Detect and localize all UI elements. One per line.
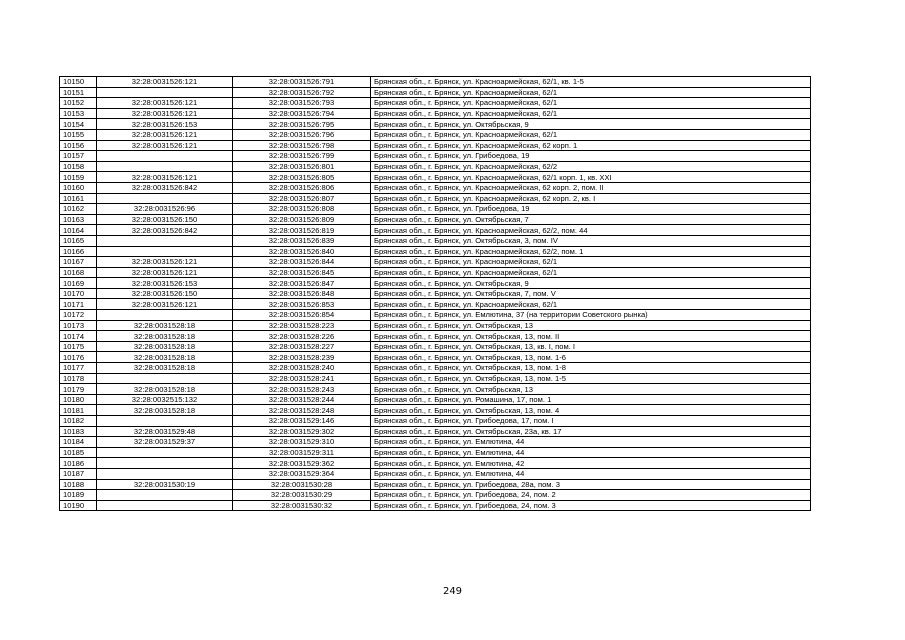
address-cell: Брянская обл., г. Брянск, ул. Красноармейская, 62/1 <box>371 108 811 119</box>
cadastral-number-cell: 32:28:0031529:362 <box>233 458 371 469</box>
parent-cadastral-number-cell <box>97 468 233 479</box>
parent-cadastral-number-cell <box>97 246 233 257</box>
table-row <box>60 98 811 109</box>
cadastral-number-cell: 32:28:0031526:793 <box>233 98 371 109</box>
table-row <box>60 416 811 427</box>
parent-cadastral-number-cell: 32:28:0031528:18 <box>97 331 233 342</box>
cadastral-number-cell: 32:28:0031526:801 <box>233 161 371 172</box>
row-number-cell: 10161 <box>60 193 97 204</box>
parent-cadastral-number-cell: 32:28:0031528:18 <box>97 320 233 331</box>
table-row <box>60 204 811 215</box>
parent-cadastral-number-cell: 32:28:0031526:121 <box>97 77 233 88</box>
address-cell: Брянская обл., г. Брянск, ул. Октябрьская, 13, пом. 4 <box>371 405 811 416</box>
parent-cadastral-number-cell: 32:28:0031529:37 <box>97 437 233 448</box>
row-number-cell: 10189 <box>60 490 97 501</box>
parent-cadastral-number-cell: 32:28:0031526:96 <box>97 204 233 215</box>
cadastral-number-cell: 32:28:0031530:28 <box>233 479 371 490</box>
row-number-cell: 10170 <box>60 288 97 299</box>
address-cell: Брянская обл., г. Брянск, ул. Грибоедова, 19 <box>371 204 811 215</box>
cadastral-number-cell: 32:28:0031529:302 <box>233 426 371 437</box>
table-row <box>60 405 811 416</box>
address-cell: Брянская обл., г. Брянск, ул. Октябрьская, 7, пом. V <box>371 288 811 299</box>
row-number-cell: 10173 <box>60 320 97 331</box>
table-row <box>60 172 811 183</box>
table-row <box>60 373 811 384</box>
table-row <box>60 193 811 204</box>
parent-cadastral-number-cell: 32:28:0031526:153 <box>97 278 233 289</box>
address-cell: Брянская обл., г. Брянск, ул. Красноармейская, 62/1 <box>371 267 811 278</box>
table-row <box>60 288 811 299</box>
address-cell: Брянская обл., г. Брянск, ул. Ромашина, 17, пом. 1 <box>371 394 811 405</box>
table-row <box>60 468 811 479</box>
row-number-cell: 10185 <box>60 447 97 458</box>
cadastral-number-cell: 32:28:0031526:819 <box>233 225 371 236</box>
table-row <box>60 140 811 151</box>
address-cell: Брянская обл., г. Брянск, ул. Емлютина, 44 <box>371 468 811 479</box>
address-cell: Брянская обл., г. Брянск, ул. Емлютина, 44 <box>371 447 811 458</box>
table-row <box>60 426 811 437</box>
table-row <box>60 447 811 458</box>
parent-cadastral-number-cell <box>97 87 233 98</box>
row-number-cell: 10187 <box>60 468 97 479</box>
cadastral-number-cell: 32:28:0031526:847 <box>233 278 371 289</box>
parent-cadastral-number-cell <box>97 458 233 469</box>
address-cell: Брянская обл., г. Брянск, ул. Красноармейская, 62/1 <box>371 98 811 109</box>
parent-cadastral-number-cell <box>97 500 233 511</box>
address-cell: Брянская обл., г. Брянск, ул. Октябрьская, 13, пом. 1-6 <box>371 352 811 363</box>
cadastral-number-cell: 32:28:0031528:243 <box>233 384 371 395</box>
table-row <box>60 500 811 511</box>
cadastral-number-cell: 32:28:0031529:364 <box>233 468 371 479</box>
address-cell: Брянская обл., г. Брянск, ул. Грибоедова, 24, пом. 3 <box>371 500 811 511</box>
cadastral-number-cell: 32:28:0031530:32 <box>233 500 371 511</box>
address-cell: Брянская обл., г. Брянск, ул. Красноармейская, 62/2, пом. 1 <box>371 246 811 257</box>
parent-cadastral-number-cell: 32:28:0031530:19 <box>97 479 233 490</box>
cadastral-number-cell: 32:28:0031526:839 <box>233 235 371 246</box>
row-number-cell: 10151 <box>60 87 97 98</box>
address-cell: Брянская обл., г. Брянск, ул. Октябрьская, 9 <box>371 278 811 289</box>
address-cell: Брянская обл., г. Брянск, ул. Красноармейская, 62/1, кв. 1-5 <box>371 77 811 88</box>
cadastral-number-cell: 32:28:0031526:840 <box>233 246 371 257</box>
table-row <box>60 384 811 395</box>
parent-cadastral-number-cell: 32:28:0031526:121 <box>97 267 233 278</box>
table-row <box>60 77 811 88</box>
parent-cadastral-number-cell: 32:28:0031526:150 <box>97 214 233 225</box>
cadastral-number-cell: 32:28:0031526:791 <box>233 77 371 88</box>
page-number: 249 <box>442 586 463 597</box>
cadastral-number-cell: 32:28:0031526:844 <box>233 257 371 268</box>
cadastral-number-cell: 32:28:0031529:310 <box>233 437 371 448</box>
address-cell: Брянская обл., г. Брянск, ул. Красноармейская, 62/2 <box>371 161 811 172</box>
row-number-cell: 10168 <box>60 267 97 278</box>
address-cell: Брянская обл., г. Брянск, ул. Октябрьская, 9 <box>371 119 811 130</box>
parent-cadastral-number-cell: 32:28:0031529:48 <box>97 426 233 437</box>
table-row <box>60 352 811 363</box>
parent-cadastral-number-cell: 32:28:0031528:18 <box>97 384 233 395</box>
row-number-cell: 10166 <box>60 246 97 257</box>
cadastral-number-cell: 32:28:0031528:241 <box>233 373 371 384</box>
table-row <box>60 320 811 331</box>
parent-cadastral-number-cell: 32:28:0031526:121 <box>97 129 233 140</box>
parent-cadastral-number-cell: 32:28:0031528:18 <box>97 405 233 416</box>
address-cell: Брянская обл., г. Брянск, ул. Октябрьская, 13, пом. II <box>371 331 811 342</box>
table-row <box>60 214 811 225</box>
row-number-cell: 10184 <box>60 437 97 448</box>
cadastral-number-cell: 32:28:0031526:806 <box>233 182 371 193</box>
address-cell: Брянская обл., г. Брянск, ул. Октябрьская, 7 <box>371 214 811 225</box>
parent-cadastral-number-cell <box>97 193 233 204</box>
address-cell: Брянская обл., г. Брянск, ул. Красноармейская, 62/1 корп. 1, кв. XXI <box>371 172 811 183</box>
row-number-cell: 10162 <box>60 204 97 215</box>
parent-cadastral-number-cell: 32:28:0031526:121 <box>97 299 233 310</box>
cadastral-number-cell: 32:28:0031528:240 <box>233 363 371 374</box>
row-number-cell: 10165 <box>60 235 97 246</box>
parent-cadastral-number-cell: 32:28:0031526:842 <box>97 225 233 236</box>
address-cell: Брянская обл., г. Брянск, ул. Красноармейская, 62/1 <box>371 129 811 140</box>
cadastral-number-cell: 32:28:0031526:805 <box>233 172 371 183</box>
row-number-cell: 10180 <box>60 394 97 405</box>
address-cell: Брянская обл., г. Брянск, ул. Октябрьская, 23а, кв. 17 <box>371 426 811 437</box>
table-row <box>60 161 811 172</box>
address-cell: Брянская обл., г. Брянск, ул. Емлютина, 42 <box>371 458 811 469</box>
table-row <box>60 458 811 469</box>
cadastral-number-cell: 32:28:0031529:311 <box>233 447 371 458</box>
address-cell: Брянская обл., г. Брянск, ул. Октябрьская, 13 <box>371 384 811 395</box>
table-row <box>60 182 811 193</box>
address-cell: Брянская обл., г. Брянск, ул. Емлютина, 37 (на территории Советского рынка) <box>371 310 811 321</box>
cadastral-number-cell: 32:28:0031526:808 <box>233 204 371 215</box>
row-number-cell: 10154 <box>60 119 97 130</box>
row-number-cell: 10156 <box>60 140 97 151</box>
parent-cadastral-number-cell: 32:28:0031526:121 <box>97 257 233 268</box>
address-cell: Брянская обл., г. Брянск, ул. Октябрьская, 3, пом. IV <box>371 235 811 246</box>
table-row <box>60 278 811 289</box>
row-number-cell: 10152 <box>60 98 97 109</box>
table-row <box>60 394 811 405</box>
row-number-cell: 10183 <box>60 426 97 437</box>
parent-cadastral-number-cell <box>97 490 233 501</box>
table-row <box>60 129 811 140</box>
row-number-cell: 10188 <box>60 479 97 490</box>
cadastral-number-cell: 32:28:0031528:239 <box>233 352 371 363</box>
row-number-cell: 10177 <box>60 363 97 374</box>
row-number-cell: 10158 <box>60 161 97 172</box>
cadastral-number-cell: 32:28:0031528:223 <box>233 320 371 331</box>
registry-table-body <box>60 77 811 511</box>
address-cell: Брянская обл., г. Брянск, ул. Октябрьская, 13, пом. 1-8 <box>371 363 811 374</box>
row-number-cell: 10167 <box>60 257 97 268</box>
address-cell: Брянская обл., г. Брянск, ул. Октябрьская, 13, пом. 1-5 <box>371 373 811 384</box>
cadastral-number-cell: 32:28:0031526:853 <box>233 299 371 310</box>
row-number-cell: 10164 <box>60 225 97 236</box>
row-number-cell: 10163 <box>60 214 97 225</box>
row-number-cell: 10182 <box>60 416 97 427</box>
cadastral-number-cell: 32:28:0031526:848 <box>233 288 371 299</box>
cadastral-number-cell: 32:28:0031526:792 <box>233 87 371 98</box>
table-row <box>60 341 811 352</box>
cadastral-number-cell: 32:28:0031526:809 <box>233 214 371 225</box>
row-number-cell: 10169 <box>60 278 97 289</box>
address-cell: Брянская обл., г. Брянск, ул. Грибоедова, 24, пом. 2 <box>371 490 811 501</box>
parent-cadastral-number-cell <box>97 373 233 384</box>
row-number-cell: 10175 <box>60 341 97 352</box>
table-row <box>60 257 811 268</box>
row-number-cell: 10181 <box>60 405 97 416</box>
cadastral-number-cell: 32:28:0031526:799 <box>233 151 371 162</box>
cadastral-number-cell: 32:28:0031526:807 <box>233 193 371 204</box>
row-number-cell: 10157 <box>60 151 97 162</box>
table-row <box>60 299 811 310</box>
row-number-cell: 10153 <box>60 108 97 119</box>
parent-cadastral-number-cell: 32:28:0031528:18 <box>97 341 233 352</box>
parent-cadastral-number-cell: 32:28:0031526:842 <box>97 182 233 193</box>
parent-cadastral-number-cell: 32:28:0031526:153 <box>97 119 233 130</box>
address-cell: Брянская обл., г. Брянск, ул. Грибоедова, 28а, пом. 3 <box>371 479 811 490</box>
address-cell: Брянская обл., г. Брянск, ул. Красноармейская, 62 корп. 2, пом. II <box>371 182 811 193</box>
cadastral-number-cell: 32:28:0031528:227 <box>233 341 371 352</box>
cadastral-number-cell: 32:28:0031526:794 <box>233 108 371 119</box>
cadastral-number-cell: 32:28:0031526:795 <box>233 119 371 130</box>
table-row <box>60 331 811 342</box>
row-number-cell: 10176 <box>60 352 97 363</box>
row-number-cell: 10186 <box>60 458 97 469</box>
cadastral-number-cell: 32:28:0031526:845 <box>233 267 371 278</box>
row-number-cell: 10155 <box>60 129 97 140</box>
address-cell: Брянская обл., г. Брянск, ул. Красноармейская, 62 корп. 2, кв. I <box>371 193 811 204</box>
parent-cadastral-number-cell: 32:28:0031528:18 <box>97 363 233 374</box>
table-row <box>60 310 811 321</box>
row-number-cell: 10171 <box>60 299 97 310</box>
table-row <box>60 437 811 448</box>
parent-cadastral-number-cell <box>97 161 233 172</box>
parent-cadastral-number-cell <box>97 310 233 321</box>
parent-cadastral-number-cell <box>97 447 233 458</box>
parent-cadastral-number-cell <box>97 151 233 162</box>
row-number-cell: 10179 <box>60 384 97 395</box>
address-cell: Брянская обл., г. Брянск, ул. Емлютина, 44 <box>371 437 811 448</box>
parent-cadastral-number-cell: 32:28:0031526:121 <box>97 140 233 151</box>
address-cell: Брянская обл., г. Брянск, ул. Красноармейская, 62/1 <box>371 257 811 268</box>
row-number-cell: 10174 <box>60 331 97 342</box>
address-cell: Брянская обл., г. Брянск, ул. Грибоедова, 17, пом. I <box>371 416 811 427</box>
row-number-cell: 10150 <box>60 77 97 88</box>
parent-cadastral-number-cell <box>97 416 233 427</box>
table-row <box>60 479 811 490</box>
table-row <box>60 108 811 119</box>
address-cell: Брянская обл., г. Брянск, ул. Красноармейская, 62 корп. 1 <box>371 140 811 151</box>
address-cell: Брянская обл., г. Брянск, ул. Красноармейская, 62/2, пом. 44 <box>371 225 811 236</box>
parent-cadastral-number-cell: 32:28:0031526:121 <box>97 108 233 119</box>
cadastral-number-cell: 32:28:0031526:854 <box>233 310 371 321</box>
address-cell: Брянская обл., г. Брянск, ул. Грибоедова, 19 <box>371 151 811 162</box>
cadastral-number-cell: 32:28:0031530:29 <box>233 490 371 501</box>
table-row <box>60 151 811 162</box>
cadastral-number-cell: 32:28:0031526:796 <box>233 129 371 140</box>
cadastral-number-cell: 32:28:0031528:244 <box>233 394 371 405</box>
property-registry-table <box>59 76 811 511</box>
parent-cadastral-number-cell: 32:28:0031526:150 <box>97 288 233 299</box>
cadastral-number-cell: 32:28:0031528:248 <box>233 405 371 416</box>
table-row <box>60 87 811 98</box>
address-cell: Брянская обл., г. Брянск, ул. Октябрьская, 13 <box>371 320 811 331</box>
parent-cadastral-number-cell: 32:28:0031526:121 <box>97 172 233 183</box>
table-row <box>60 267 811 278</box>
row-number-cell: 10160 <box>60 182 97 193</box>
address-cell: Брянская обл., г. Брянск, ул. Красноармейская, 62/1 <box>371 299 811 310</box>
parent-cadastral-number-cell: 32:28:0031526:121 <box>97 98 233 109</box>
table-row <box>60 246 811 257</box>
parent-cadastral-number-cell: 32:28:0032515:132 <box>97 394 233 405</box>
row-number-cell: 10190 <box>60 500 97 511</box>
cadastral-number-cell: 32:28:0031529:146 <box>233 416 371 427</box>
table-row <box>60 363 811 374</box>
table-row <box>60 490 811 501</box>
table-row <box>60 225 811 236</box>
cadastral-number-cell: 32:28:0031528:226 <box>233 331 371 342</box>
address-cell: Брянская обл., г. Брянск, ул. Октябрьская, 13, кв. I, пом. I <box>371 341 811 352</box>
address-cell: Брянская обл., г. Брянск, ул. Красноармейская, 62/1 <box>371 87 811 98</box>
row-number-cell: 10172 <box>60 310 97 321</box>
row-number-cell: 10159 <box>60 172 97 183</box>
table-row <box>60 119 811 130</box>
parent-cadastral-number-cell <box>97 235 233 246</box>
cadastral-number-cell: 32:28:0031526:798 <box>233 140 371 151</box>
table-row <box>60 235 811 246</box>
parent-cadastral-number-cell: 32:28:0031528:18 <box>97 352 233 363</box>
row-number-cell: 10178 <box>60 373 97 384</box>
